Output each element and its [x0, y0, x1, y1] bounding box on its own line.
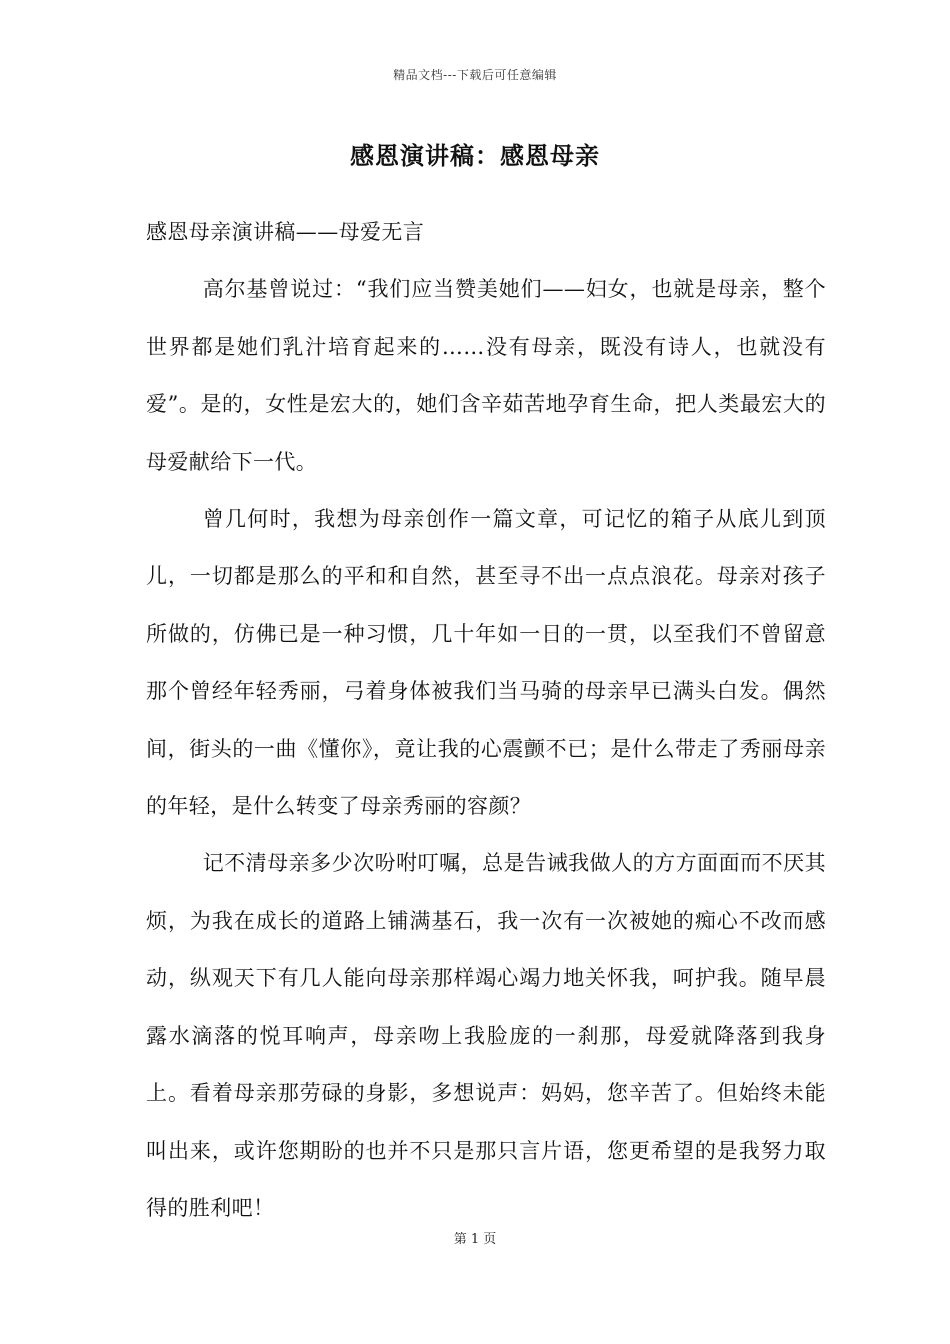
document-subtitle: 感恩母亲演讲稿——母爱无言 [146, 220, 425, 244]
paragraph-3: 记不清母亲多少次吩咐叮嘱，总是告诫我做人的方方面面而不厌其烦，为我在成长的道路上铺满基石，我一次有一次被她的痴心不改而感动，纵观天下有几人能向母亲那样竭心竭力地关怀我，呵护我。随早晨露水滴落的悦耳响声，母亲吻上我脸庞的一刹那，母爱就降落到我身上。看着母亲那劳碌的身影，多想说声：妈妈，您辛苦了。但始终未能叫出来，或许您期盼的也并不只是那只言片语，您更希望的是我努力取得的胜利吧！ [146, 851, 826, 1220]
header-note: 精品文档---下载后可任意编辑 [393, 68, 557, 82]
paragraph-1: 高尔基曾说过：“我们应当赞美她们——妇女，也就是母亲，整个世界都是她们乳汁培育起来的……没有母亲，既没有诗人，也就没有爱”。是的，女性是宏大的，她们含辛茹苦地孕育生命，把人类最宏大的母爱献给下一代。 [146, 277, 826, 474]
document-body [146, 204, 826, 1237]
page-number: 第 1 页 [453, 1232, 497, 1247]
paragraph-2: 曾几何时，我想为母亲创作一篇文章，可记忆的箱子从底儿到顶儿，一切都是那么的平和和自然，甚至寻不出一点点浪花。母亲对孩子所做的，仿佛已是一种习惯，几十年如一日的一贯，以至我们不曾留意那个曾经年轻秀丽，弓着身体被我们当马骑的母亲早已满头白发。偶然间，街头的一曲《懂你》，竟让我的心震颤不已；是什么带走了秀丽母亲的年轻，是什么转变了母亲秀丽的容颜？ [146, 507, 826, 819]
document-title: 感恩演讲稿：感恩母亲 [350, 141, 600, 170]
